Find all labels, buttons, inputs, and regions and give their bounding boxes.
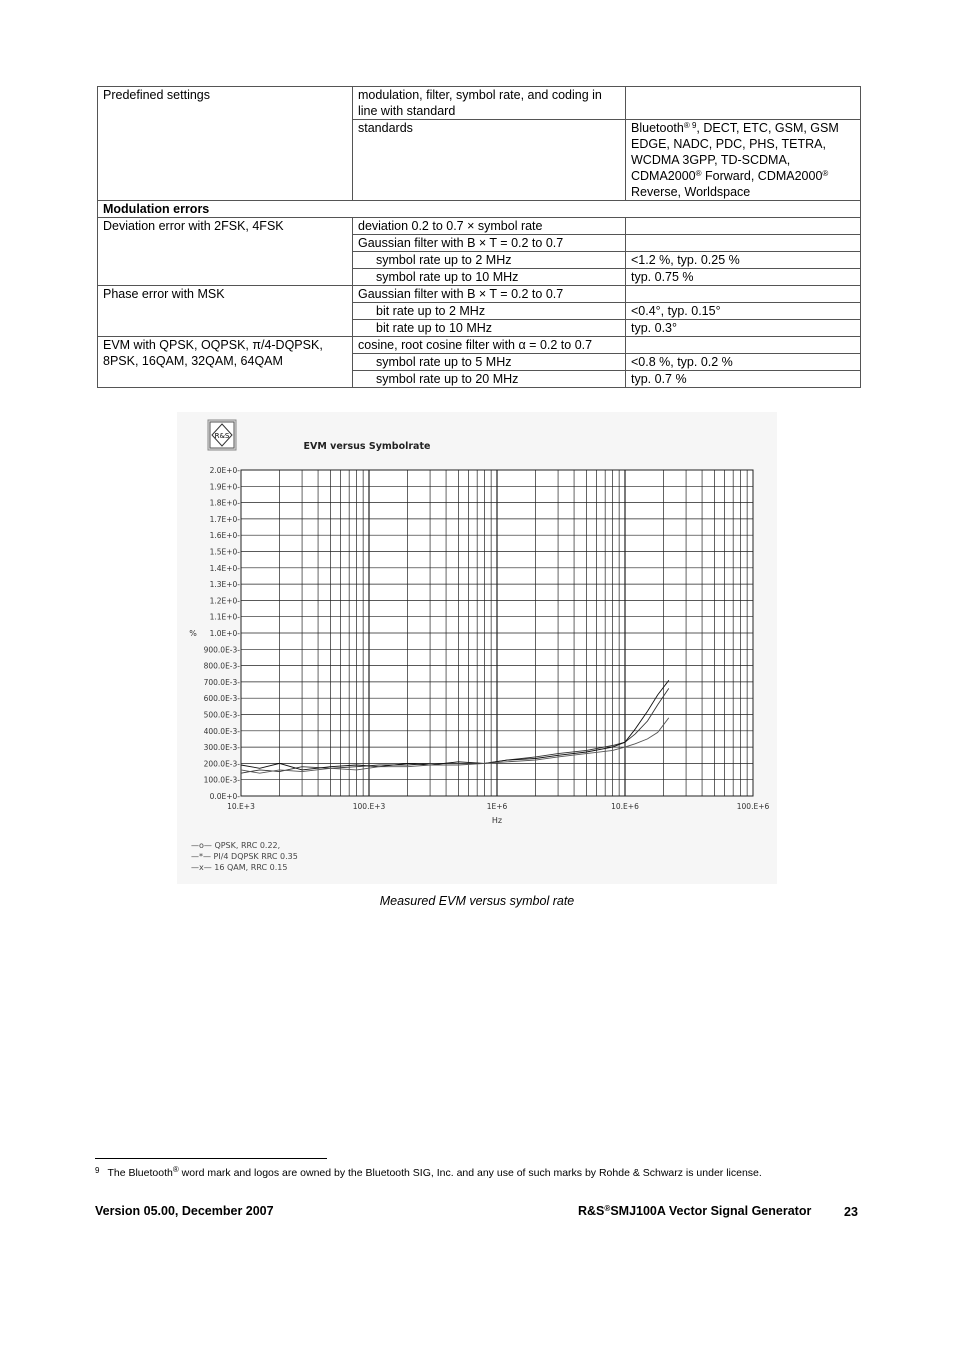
footnote: $^9$ The Bluetooth® word mark and logos are owned by the Bluetooth SIG, Inc. and any use of such marks by Rohde & Schwarz is under license.	[95, 1165, 762, 1179]
deviation-rate-2mhz-value: <1.2 %, typ. 0.25 %	[626, 252, 861, 269]
deviation-error-label: Deviation error with 2FSK, 4FSK	[98, 218, 353, 286]
evm-label: EVM with QPSK, OQPSK, π/4-DQPSK, 8PSK, 16QAM, 32QAM, 64QAM	[98, 337, 353, 388]
empty-cell	[626, 235, 861, 252]
y-tick-label: 900.0E-3-	[203, 645, 240, 655]
legend-entry: —*— PI/4 DQPSK RRC 0.35	[191, 852, 298, 861]
y-tick-label: 500.0E-3-	[203, 710, 240, 720]
y-axis-ticks	[204, 466, 241, 801]
evm-rate-5mhz-value: <0.8 %, typ. 0.2 %	[626, 354, 861, 371]
evm-chart-svg	[177, 412, 777, 884]
evm-filter: cosine, root cosine filter with α = 0.2 to 0.7	[353, 337, 626, 354]
deviation-rate-10mhz-value: typ. 0.75 %	[626, 269, 861, 286]
footer-page-number: 23	[844, 1205, 858, 1219]
phase-rate-2mhz-value: <0.4°, typ. 0.15°	[626, 303, 861, 320]
predefined-settings-label: Predefined settings	[98, 87, 353, 201]
y-tick-label: 700.0E-3-	[203, 677, 240, 687]
x-tick-label: 1E+6	[486, 802, 508, 811]
y-tick-label: 1.4E+0-	[209, 563, 240, 573]
empty-cell	[626, 218, 861, 235]
chart-grid	[241, 470, 753, 796]
y-tick-label: 1.3E+0-	[209, 580, 240, 590]
y-tick-label: 1.2E+0-	[209, 596, 240, 606]
y-tick-label: 200.0E-3-	[203, 759, 240, 769]
legend-entry: —o— QPSK, RRC 0.22,	[191, 841, 281, 850]
y-tick-label: 600.0E-3-	[203, 694, 240, 704]
x-tick-label: 100.E+6	[736, 802, 770, 811]
y-tick-label: 1.5E+0-	[209, 547, 240, 557]
x-tick-label: 100.E+3	[352, 802, 386, 811]
chart-title: EVM versus Symbolrate	[303, 441, 431, 452]
y-tick-label: 1.0E+0-	[209, 629, 240, 638]
y-tick-label: 1.8E+0-	[209, 498, 240, 508]
y-tick-label: 0.0E+0-	[209, 792, 240, 801]
y-tick-label: 1.1E+0-	[209, 612, 240, 622]
y-tick-label: 2.0E+0-	[209, 466, 240, 475]
x-tick-label: 10.E+3	[227, 802, 255, 811]
chart-legend	[191, 841, 298, 872]
phase-rate-10mhz: bit rate up to 10 MHz	[353, 320, 626, 337]
predefined-settings-description: modulation, filter, symbol rate, and coding in line with standard	[353, 87, 626, 120]
rs-logo-icon	[208, 420, 236, 450]
logo-text: R&S	[214, 432, 230, 440]
empty-cell	[626, 87, 861, 120]
x-axis-label: Hz	[491, 816, 503, 825]
y-tick-label: 100.0E-3-	[203, 775, 240, 785]
phase-error-label: Phase error with MSK	[98, 286, 353, 337]
evm-rate-20mhz: symbol rate up to 20 MHz	[353, 371, 626, 388]
deviation-condition: deviation 0.2 to 0.7 × symbol rate	[353, 218, 626, 235]
footnote-number: 9	[95, 1166, 100, 1175]
phase-rate-2mhz: bit rate up to 2 MHz	[353, 303, 626, 320]
y-tick-label: 1.9E+0-	[209, 482, 240, 492]
phase-rate-10mhz-value: typ. 0.3°	[626, 320, 861, 337]
specifications-table	[97, 86, 861, 388]
phase-filter: Gaussian filter with B × T = 0.2 to 0.7	[353, 286, 626, 303]
y-tick-label: 1.7E+0-	[209, 514, 240, 524]
standards-label: standards	[353, 120, 626, 201]
standards-value: Bluetooth$^{® 9}$, DECT, ETC, GSM, GSM EDGE, NADC, PDC, PHS, TETRA, WCDMA 3GPP, TD-SCDMA, CDMA2000® Forward, CDMA2000® Reverse, Worldspace	[626, 120, 861, 201]
legend-entry: —x— 16 QAM, RRC 0.15	[191, 863, 288, 872]
footer-product: R&S®SMJ100A Vector Signal Generator	[578, 1204, 812, 1218]
deviation-rate-10mhz: symbol rate up to 10 MHz	[353, 269, 626, 286]
y-axis-label: %	[189, 629, 197, 638]
x-tick-label: 10.E+6	[611, 802, 639, 811]
evm-rate-5mhz: symbol rate up to 5 MHz	[353, 354, 626, 371]
evm-rate-20mhz-value: typ. 0.7 %	[626, 371, 861, 388]
empty-cell	[626, 286, 861, 303]
deviation-filter: Gaussian filter with B × T = 0.2 to 0.7	[353, 235, 626, 252]
figure-caption: Measured EVM versus symbol rate	[379, 894, 575, 908]
footer-version: Version 05.00, December 2007	[95, 1204, 274, 1218]
y-tick-label: 400.0E-3-	[203, 726, 240, 736]
x-axis-ticks	[227, 802, 769, 811]
deviation-rate-2mhz: symbol rate up to 2 MHz	[353, 252, 626, 269]
footnote-rule	[95, 1158, 327, 1159]
evm-chart	[177, 412, 777, 884]
section-heading-modulation-errors: Modulation errors	[98, 201, 861, 218]
empty-cell	[626, 337, 861, 354]
y-tick-label: 800.0E-3-	[203, 661, 240, 671]
y-tick-label: 1.6E+0-	[209, 531, 240, 541]
y-tick-label: 300.0E-3-	[203, 743, 240, 753]
